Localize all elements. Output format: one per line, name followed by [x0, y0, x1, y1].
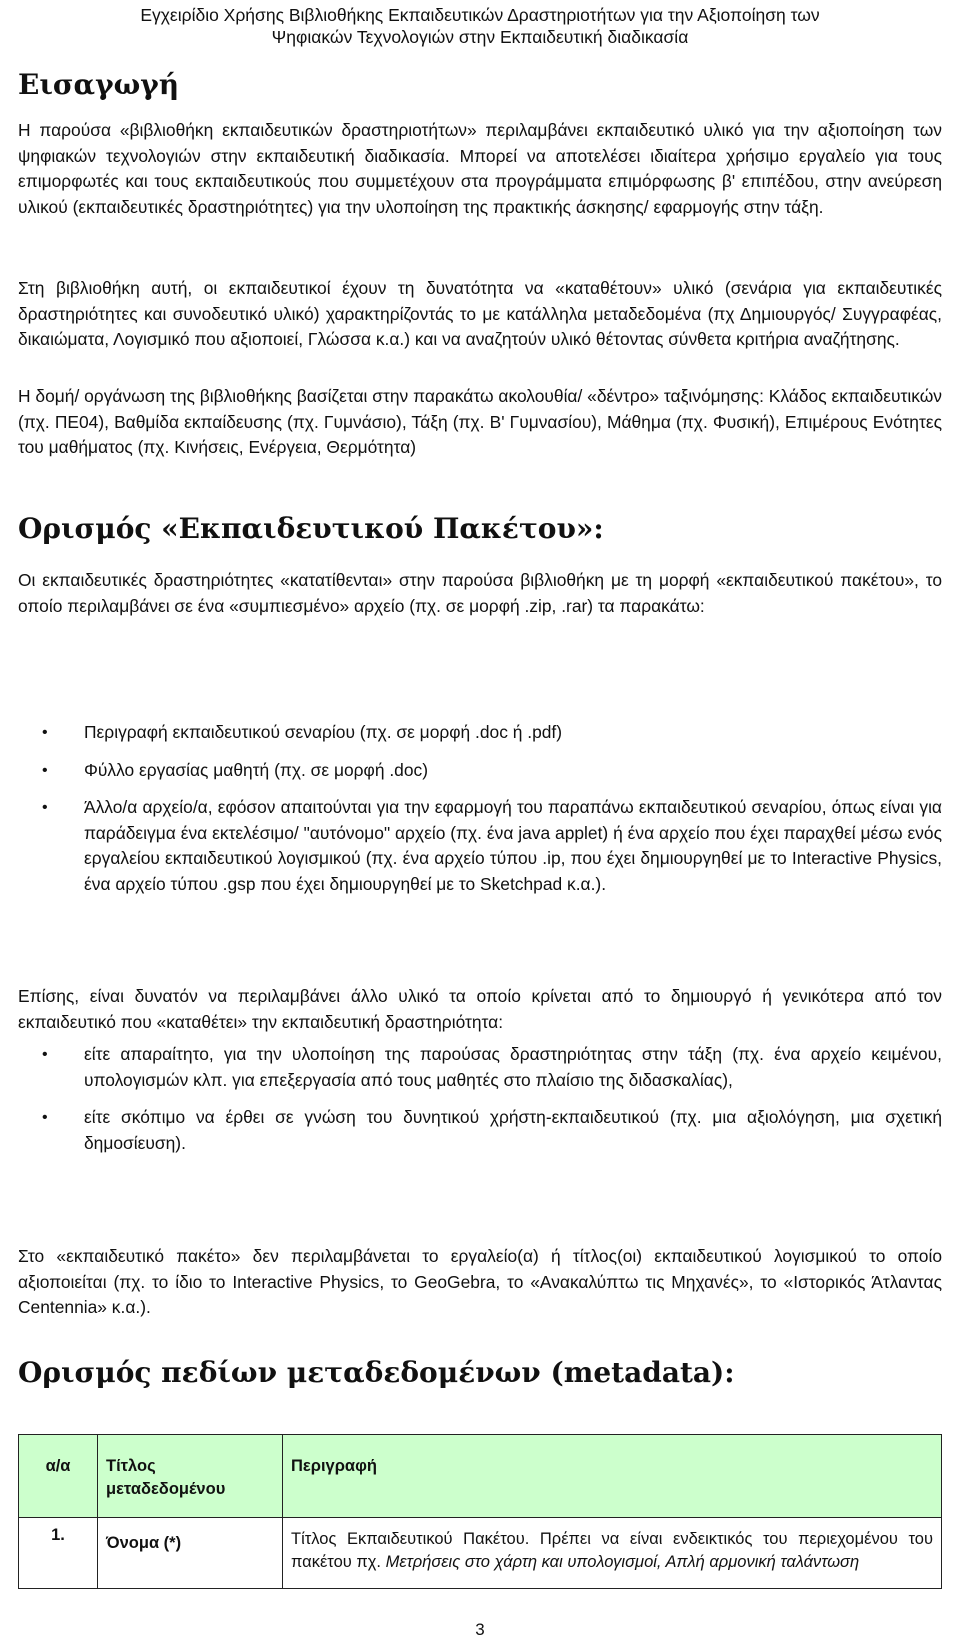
list-item-text: είτε απαραίτητο, για την υλοποίηση της παρούσας δραστηριότητας στην τάξη (πχ. ένα αρχείο κειμένου, υπολογισμών κλπ. για επεξεργασία από τους μαθητές στο πλαίσιο της διδασκαλίας), — [84, 1044, 942, 1090]
column-header-title: Τίτλος μεταδεδομένου — [98, 1435, 283, 1518]
running-header — [0, 4, 960, 48]
bullet-icon: • — [42, 799, 48, 816]
table-row — [19, 1518, 942, 1589]
page-number: 3 — [475, 1620, 485, 1639]
list-item — [18, 758, 942, 784]
list-item — [18, 795, 942, 897]
package-contents-list — [18, 720, 942, 897]
bullet-icon: • — [42, 761, 48, 779]
list-item-text: είτε σκόπιμο να έρθει σε γνώση του δυνητικού χρήστη-εκπαιδευτικού (πχ. μια αξιολόγηση, μια σχετική δημοσίευση). — [84, 1107, 942, 1153]
list-item-text: Άλλο/α αρχείο/α, εφόσον απαιτούνται για την εφαρμογή του παραπάνω εκπαιδευτικού σεναρίου, όπως είναι για παράδειγμα ένα εκτελέσιμο/ "αυτόνομο" αρχείο (πχ. ένα java applet) ή ένα αρχείο που έχει παραχθεί μέσω ενός εργαλείου εκπαιδευτικού λογισμικού (πχ. ένα αρχείο τύπου .ip, που έχει δημιουργηθεί με το Interactive Physics, ένα αρχείο τύπου .gsp που έχει δημιουργηθεί με το Sketchpad κ.α.). — [84, 797, 942, 894]
bullet-icon: • — [42, 1109, 48, 1126]
column-header-number: α/α — [19, 1435, 98, 1518]
metadata-heading: Ορισμός πεδίων μεταδεδομένων (metadata): — [18, 1356, 735, 1389]
list-item-text: Φύλλο εργασίας μαθητή (πχ. σε μορφή .doc) — [84, 759, 428, 780]
bullet-icon: • — [42, 724, 48, 741]
table-header-row — [19, 1435, 942, 1518]
intro-paragraph-3: Η δομή/ οργάνωση της βιβλιοθήκης βασίζεται στην παρακάτω ακολουθία/ «δέντρο» ταξινόμησης: Κλάδος εκπαιδευτικών (πχ. ΠΕ04), Βαθμίδα εκπαίδευσης (πχ. Γυμνάσιο), Τάξη (πχ. Β' Γυμνασίου), Μάθημα (πχ. Φυσική), Επιμέρους Ενότητες του μαθήματος (πχ. Κινήσεις, Ενέργεια, Θερμότητα) — [18, 386, 942, 457]
list-item-text: Περιγραφή εκπαιδευτικού σεναρίου (πχ. σε μορφή .doc ή .pdf) — [84, 722, 563, 742]
header-line-2: Ψηφιακών Τεχνολογιών στην Εκπαιδευτική διαδικασία — [271, 27, 689, 47]
description-text: Τίτλος Εκπαιδευτικού Πακέτου. Πρέπει να είναι ενδεικτικός του περιεχομένου του πακέτου πχ. — [291, 1530, 933, 1571]
list-item — [18, 1105, 942, 1156]
package-paragraph-2: Επίσης, είναι δυνατόν να περιλαμβάνει άλλο υλικό τα οποίο κρίνεται από το δημιουργό ή γενικότερα από τον εκπαιδευτικό που «καταθέτει» την εκπαιδευτική δραστηριότητα: — [18, 986, 942, 1032]
row-number: 1. — [19, 1518, 98, 1589]
row-field-name: Όνομα (*) — [98, 1518, 283, 1589]
metadata-table — [18, 1434, 942, 1589]
package-paragraph-3: Στο «εκπαιδευτικό πακέτο» δεν περιλαμβάνεται το εργαλείο(α) ή τίτλος(οι) εκπαιδευτικού λογισμικού το οποίο αξιοποιείται (πχ. το ίδιο το Interactive Physics, το GeoGebra, το «Ανακαλύπτω τις Μηχανές», το «Ιστορικός Άτλαντας Centennia» κ.α.). — [18, 1246, 942, 1317]
package-heading: Ορισμός «Εκπαιδευτικού Πακέτου»: — [18, 512, 604, 545]
bullet-icon: • — [42, 1046, 48, 1063]
header-line-1: Εγχειρίδιο Χρήσης Βιβλιοθήκης Εκπαιδευτικών Δραστηριοτήτων για την Αξιοποίηση των — [140, 5, 820, 25]
intro-paragraph-1: Η παρούσα «βιβλιοθήκη εκπαιδευτικών δραστηριοτήτων» περιλαμβάνει εκπαιδευτικό υλικό για την αξιοποίηση των ψηφιακών τεχνολογιών στην εκπαιδευτική διαδικασία. Μπορεί να αποτελέσει ιδιαίτερα χρήσιμο εργαλείο για τους επιμορφωτές και τους εκπαιδευτικούς που συμμετέχουν στα προγράμματα επιμόρφωσης β' επιπέδου, στην ανεύρεση υλικού (εκπαιδευτικές δραστηριότητες) για την υλοποίηση της πρακτικής άσκησης/ εφαρμογής στην τάξη. — [18, 120, 942, 217]
list-item — [18, 720, 942, 746]
list-item — [18, 1042, 942, 1093]
intro-paragraph-2: Στη βιβλιοθήκη αυτή, οι εκπαιδευτικοί έχουν τη δυνατότητα να «καταθέτουν» υλικό (σενάρια για εκπαιδευτικές δραστηριότητες και συνοδευτικό υλικό) χαρακτηρίζοντάς το με κατάλληλα μεταδεδομένα (πχ Δημιουργός/ Συγγραφέας, δικαιώματα, Λογισμικό που αξιοποιεί, Γλώσσα κ.α.) και να αναζητούν υλικό θέτοντας σύνθετα κριτήρια αναζήτησης. — [18, 278, 942, 349]
row-description — [283, 1518, 942, 1589]
column-header-description: Περιγραφή — [283, 1435, 942, 1518]
description-example: Μετρήσεις στο χάρτη και υπολογισμοί, Απλή αρμονική ταλάντωση — [385, 1553, 860, 1571]
intro-heading: Εισαγωγή — [18, 68, 180, 101]
package-paragraph-1: Οι εκπαιδευτικές δραστηριότητες «κατατίθενται» στην παρούσα βιβλιοθήκη με τη μορφή «εκπαιδευτικού πακέτου», το οποίο περιλαμβάνει σε ένα «συμπιεσμένο» αρχείο (πχ. σε μορφή .zip, .rar) τα παρακάτω: — [18, 570, 942, 616]
extra-material-list — [18, 1042, 942, 1156]
